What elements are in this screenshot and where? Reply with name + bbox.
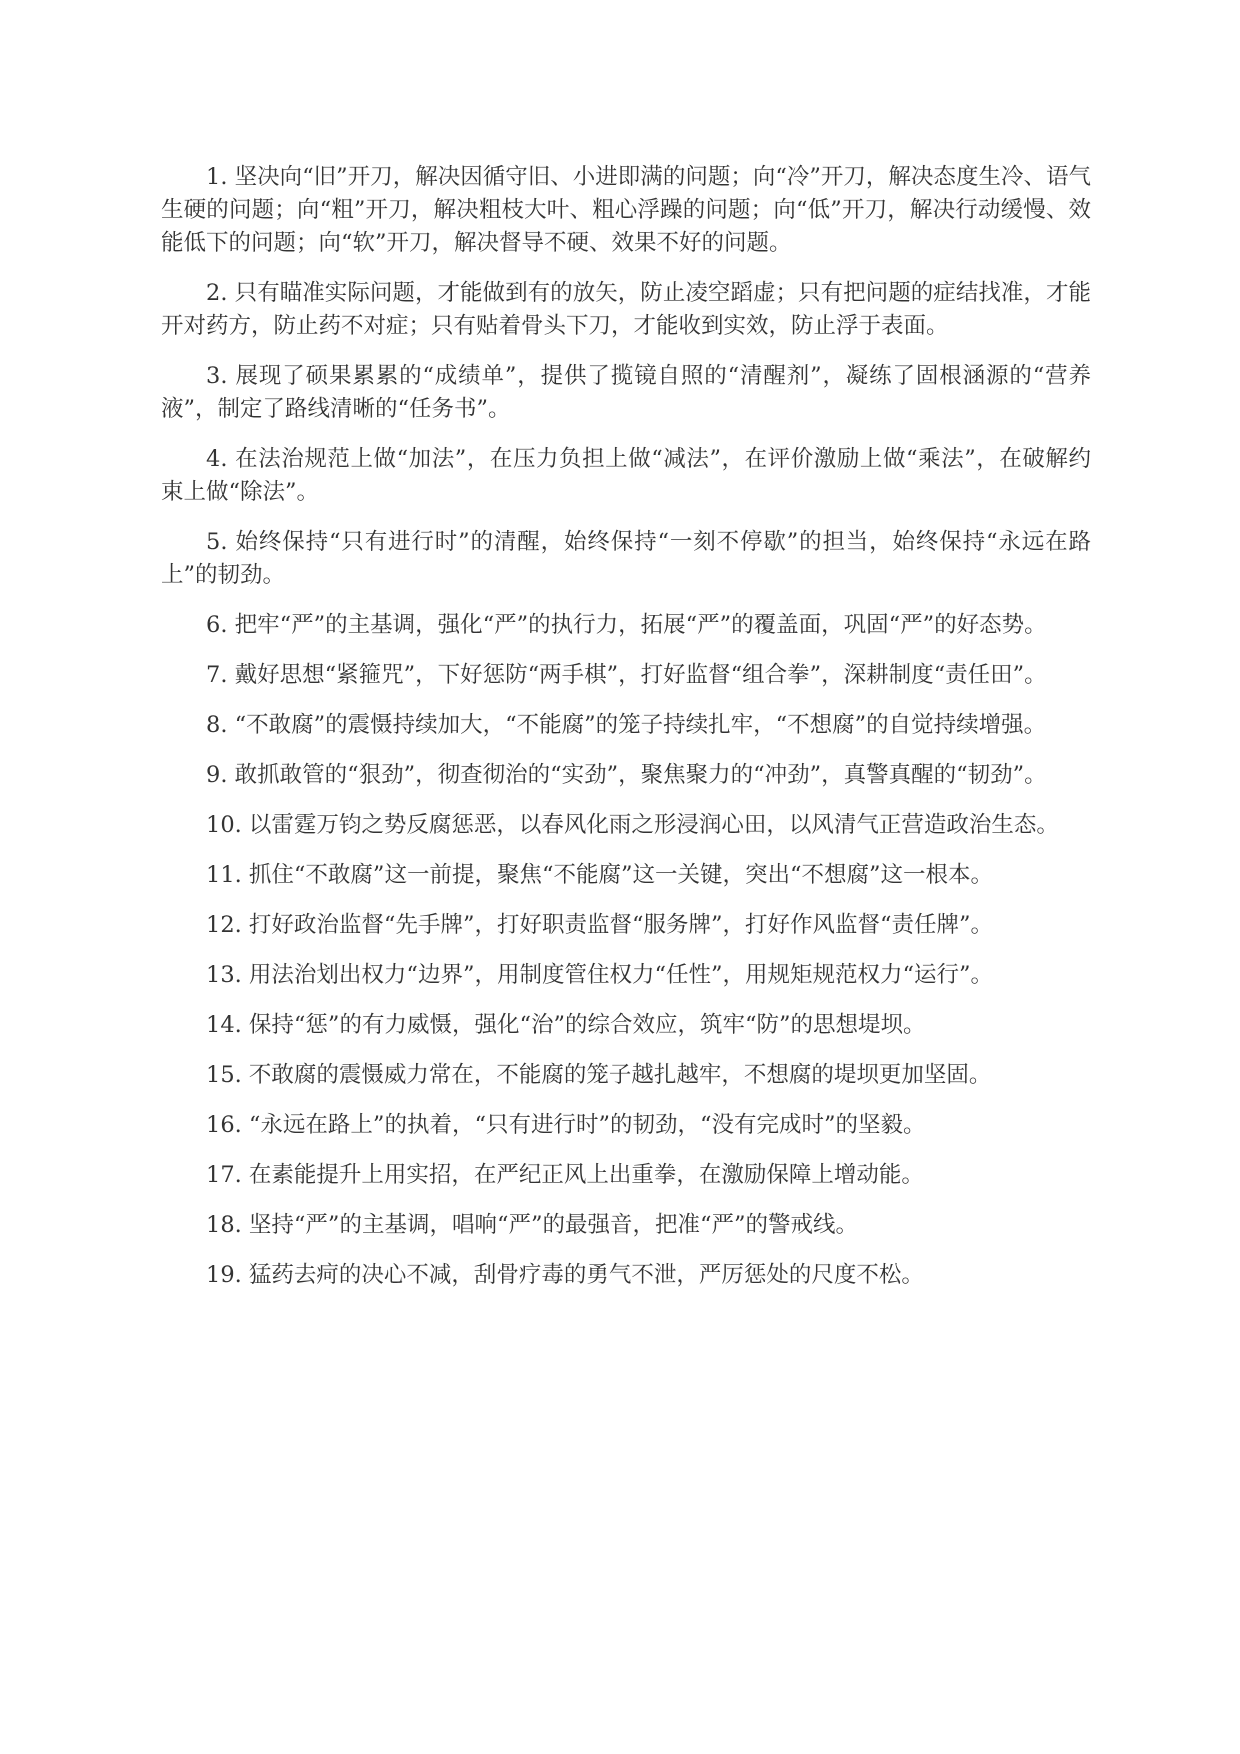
paragraph-4: 4. 在法治规范上做“加法”，在压力负担上做“减法”，在评价激励上做“乘法”，在破解约束上做“除法”。 — [161, 446, 1091, 505]
paragraph-12: 12. 打好政治监督“先手牌”，打好职责监督“服务牌”，打好作风监督“责任牌”。 — [206, 912, 993, 938]
paragraph-6: 6. 把牢“严”的主基调，强化“严”的执行力，拓展“严”的覆盖面，巩固“严”的好态势。 — [206, 612, 1047, 638]
paragraph-1: 1. 坚决向“旧”开刀，解决因循守旧、小进即满的问题；向“冷”开刀，解决态度生冷、语气生硬的问题；向“粗”开刀，解决粗枝大叶、粗心浮躁的问题；向“低”开刀，解决行动缓慢、效能低下的问题；向“软”开刀，解决督导不硬、效果不好的问题。 — [161, 164, 1091, 256]
paragraph-11: 11. 抓住“不敢腐”这一前提，聚焦“不能腐”这一关键，突出“不想腐”这一根本。 — [206, 862, 993, 888]
paragraph-2: 2. 只有瞄准实际问题，才能做到有的放矢，防止凌空蹈虚；只有把问题的症结找准，才能开对药方，防止药不对症；只有贴着骨头下刀，才能收到实效，防止浮于表面。 — [161, 280, 1091, 339]
document-body — [161, 161, 1091, 1309]
paragraph-5: 5. 始终保持“只有进行时”的清醒，始终保持“一刻不停歇”的担当，始终保持“永远在路上”的韧劲。 — [161, 529, 1091, 588]
paragraph-13: 13. 用法治划出权力“边界”，用制度管住权力“任性”，用规矩规范权力“运行”。 — [206, 962, 993, 988]
paragraph-16: 16. “永远在路上”的执着，“只有进行时”的韧劲，“没有完成时”的坚毅。 — [206, 1112, 926, 1138]
paragraph-18: 18. 坚持“严”的主基调，唱响“严”的最强音，把准“严”的警戒线。 — [206, 1212, 858, 1238]
paragraph-7: 7. 戴好思想“紧箍咒”，下好惩防“两手棋”，打好监督“组合拳”，深耕制度“责任田”。 — [206, 662, 1047, 688]
paragraph-3: 3. 展现了硕果累累的“成绩单”，提供了揽镜自照的“清醒剂”，凝练了固根涵源的“营养液”，制定了路线清晰的“任务书”。 — [161, 363, 1091, 422]
paragraph-8: 8. “不敢腐”的震慑持续加大，“不能腐”的笼子持续扎牢，“不想腐”的自觉持续增强。 — [206, 712, 1047, 738]
paragraph-15: 15. 不敢腐的震慑威力常在，不能腐的笼子越扎越牢，不想腐的堤坝更加坚固。 — [206, 1062, 992, 1088]
paragraph-17: 17. 在素能提升上用实招，在严纪正风上出重拳，在激励保障上增动能。 — [206, 1162, 924, 1188]
paragraph-14: 14. 保持“惩”的有力威慑，强化“治”的综合效应，筑牢“防”的思想堤坝。 — [206, 1012, 926, 1038]
paragraph-19: 19. 猛药去疴的决心不减，刮骨疗毒的勇气不泄，严厉惩处的尺度不松。 — [206, 1262, 924, 1288]
paragraph-10: 10. 以雷霆万钧之势反腐惩恶，以春风化雨之形浸润心田，以风清气正营造政治生态。 — [206, 812, 1059, 838]
paragraph-9: 9. 敢抓敢管的“狠劲”，彻查彻治的“实劲”，聚焦聚力的“冲劲”，真警真醒的“韧劲”。 — [206, 762, 1047, 788]
